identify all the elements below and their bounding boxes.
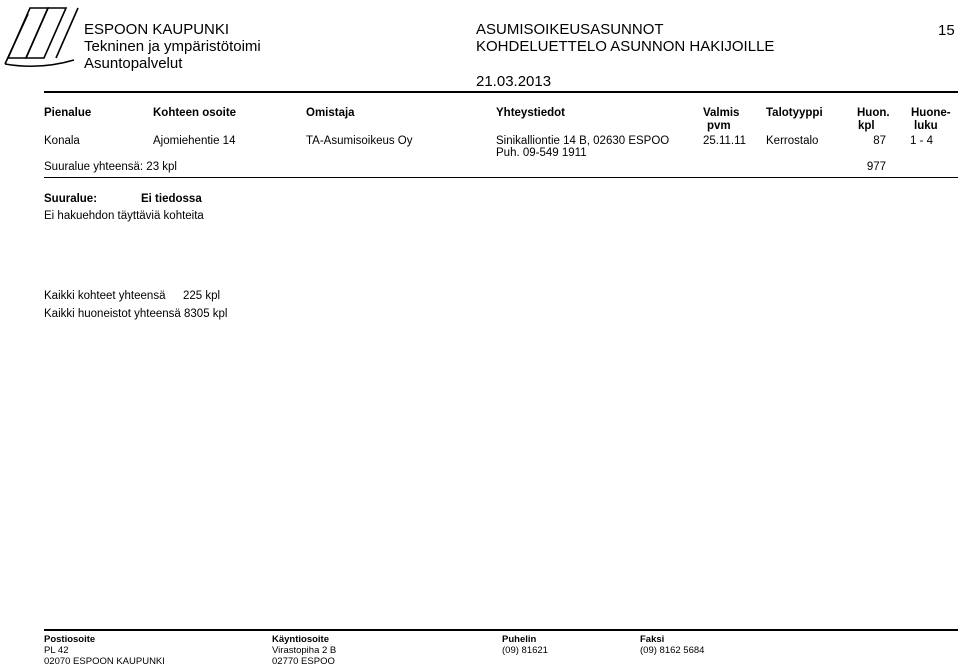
cell-talotyyppi: Kerrostalo [766, 135, 819, 147]
header-rule [44, 91, 958, 93]
org-department: Tekninen ja ympäristötoimi [84, 38, 261, 55]
page-number: 15 [938, 22, 955, 39]
col-header-pienalue: Pienalue [44, 107, 92, 119]
cell-pienalue: Konala [44, 135, 80, 147]
col-header-valmis-pvm: pvm [707, 120, 731, 132]
col-header-valmis: Valmis [703, 107, 740, 119]
org-unit: Asuntopalvelut [84, 55, 183, 72]
cell-osoite: Ajomiehentie 14 [153, 135, 236, 147]
footer-puhelin-title: Puhelin [502, 634, 537, 645]
col-header-talotyyppi: Talotyyppi [766, 107, 823, 119]
footer-puhelin-line1: (09) 81621 [502, 645, 548, 656]
col-header-yhteystiedot: Yhteystiedot [496, 107, 566, 119]
footer-postiosoite-line2: 02070 ESPOON KAUPUNKI [44, 656, 165, 667]
subtotal-rule [44, 177, 958, 178]
col-header-huoneluku-luku: luku [914, 120, 938, 132]
cell-huon: 87 [873, 135, 886, 147]
document-title: ASUMISOIKEUSASUNNOT [476, 21, 664, 38]
totals-kohteet-value: 225 kpl [183, 290, 221, 302]
totals-huoneistot: Kaikki huoneistot yhteensä 8305 kpl [44, 308, 228, 320]
section-note: Ei hakuehdon täyttäviä kohteita [44, 210, 204, 222]
footer-rule [44, 629, 958, 631]
subtotal-label: Suuralue yhteensä: 23 kpl [44, 161, 177, 173]
footer-faksi-line1: (09) 8162 5684 [640, 645, 705, 656]
col-header-huon-kpl: kpl [858, 120, 875, 132]
cell-omistaja: TA-Asumisoikeus Oy [306, 135, 413, 147]
col-header-huon: Huon. [857, 107, 890, 119]
section-value: Ei tiedossa [141, 193, 202, 205]
subtotal-value: 977 [866, 161, 886, 173]
section-label: Suuralue: [44, 193, 98, 205]
col-header-osoite: Kohteen osoite [153, 107, 237, 119]
col-header-omistaja: Omistaja [306, 107, 355, 119]
totals-kohteet-label: Kaikki kohteet yhteensä [44, 290, 166, 302]
org-name: ESPOON KAUPUNKI [84, 21, 230, 38]
cell-valmis: 25.11.11 [703, 135, 747, 147]
document-subtitle: KOHDELUETTELO ASUNNON HAKIJOILLE [476, 38, 775, 55]
espoo-logo [0, 0, 80, 72]
cell-yhteystiedot: Sinikalliontie 14 B, 02630 ESPOO [496, 135, 670, 147]
footer-faksi-title: Faksi [640, 634, 665, 645]
footer-postiosoite-title: Postiosoite [44, 634, 96, 645]
document-date: 21.03.2013 [476, 73, 552, 90]
footer-kayntiosoite-title: Käyntiosoite [272, 634, 330, 645]
footer-kayntiosoite-line1: Virastopiha 2 B [272, 645, 337, 656]
footer-postiosoite-line1: PL 42 [44, 645, 69, 656]
footer-kayntiosoite-line2: 02770 ESPOO [272, 656, 335, 667]
cell-huoneluku: 1 - 4 [910, 135, 934, 147]
col-header-huoneluku: Huone- [911, 107, 951, 119]
cell-yhteystiedot-puhelin: Puh. 09-549 1911 [496, 147, 587, 159]
